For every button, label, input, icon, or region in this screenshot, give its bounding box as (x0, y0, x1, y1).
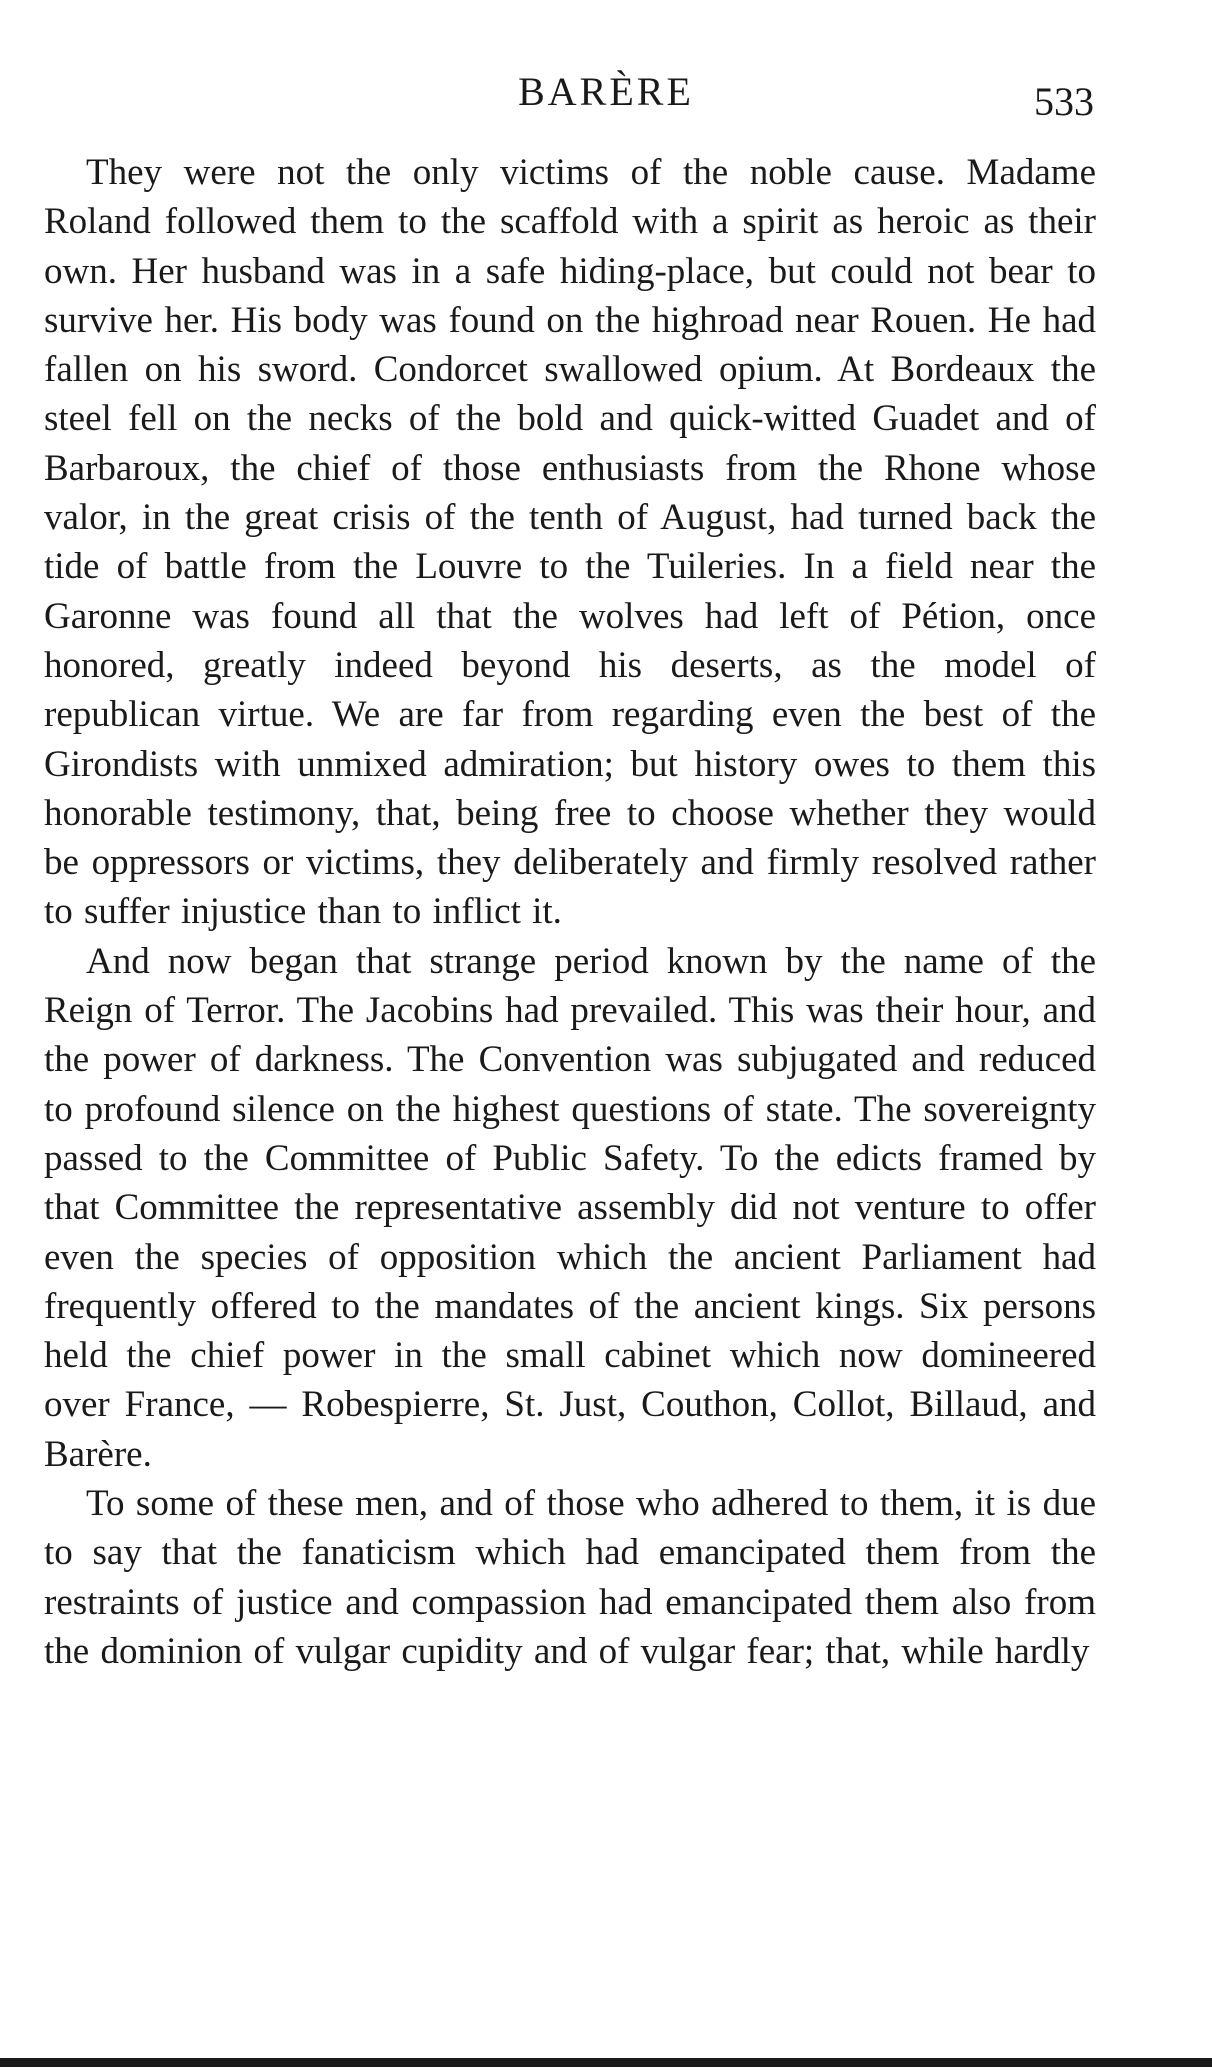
paragraph-girondist-victims: They were not the only victims of the noble cause. Madame Roland followed them to the scaffold with a spirit as heroic as their own. Her husband was in a safe hiding-place, but could not bear to survive her. His body was found on the highroad near Rouen. He had fallen on his sword. Condorcet swallowed opium. At Bordeaux the steel fell on the necks of the bold and quick-witted Guadet and of Barbaroux, the chief of those enthusiasts from the Rhone whose valor, in the great crisis of the tenth of August, had turned back the tide of battle from the Louvre to the Tuileries. In a field near the Garonne was found all that the wolves had left of Pétion, once honored, greatly indeed beyond his deserts, as the model of republican virtue. We are far from regarding even the best of the Girondists with unmixed admiration; but history owes to them this honorable testimony, that, being free to choose whether they would be oppressors or victims, they deliberately and firmly resolved rather to suffer injustice than to inflict it. (44, 152, 1096, 933)
body-text (44, 148, 1096, 1676)
page-number: 533 (1034, 79, 1094, 124)
running-title: BARÈRE (518, 69, 694, 114)
paragraph-reign-of-terror: And now began that strange period known by the name of the Reign of Terror. The Jacobins had prevailed. This was their hour, and the power of darkness. The Convention was subjugated and reduced to profound silence on the highest questions of state. The sovereignty passed to the Committee of Public Safety. To the edicts framed by that Committee the representative assembly did not venture to offer even the species of opposition which the ancient Parliament had frequently offered to the mandates of the ancient kings. Six persons held the chief power in the small cabinet which now domineered over France, — Robespierre, St. Just, Couthon, Collot, Billaud, and Barère. (44, 940, 1096, 1475)
running-head (0, 62, 1212, 122)
bottom-rule (0, 2058, 1212, 2067)
paragraph-fanaticism: To some of these men, and of those who adhered to them, it is due to say that the fanaticism which had emancipated them from the restraints of justice and compassion had emancipated them also from the dominion of vulgar cupidity and of vulgar fear; that, while hardly (44, 1483, 1096, 1672)
